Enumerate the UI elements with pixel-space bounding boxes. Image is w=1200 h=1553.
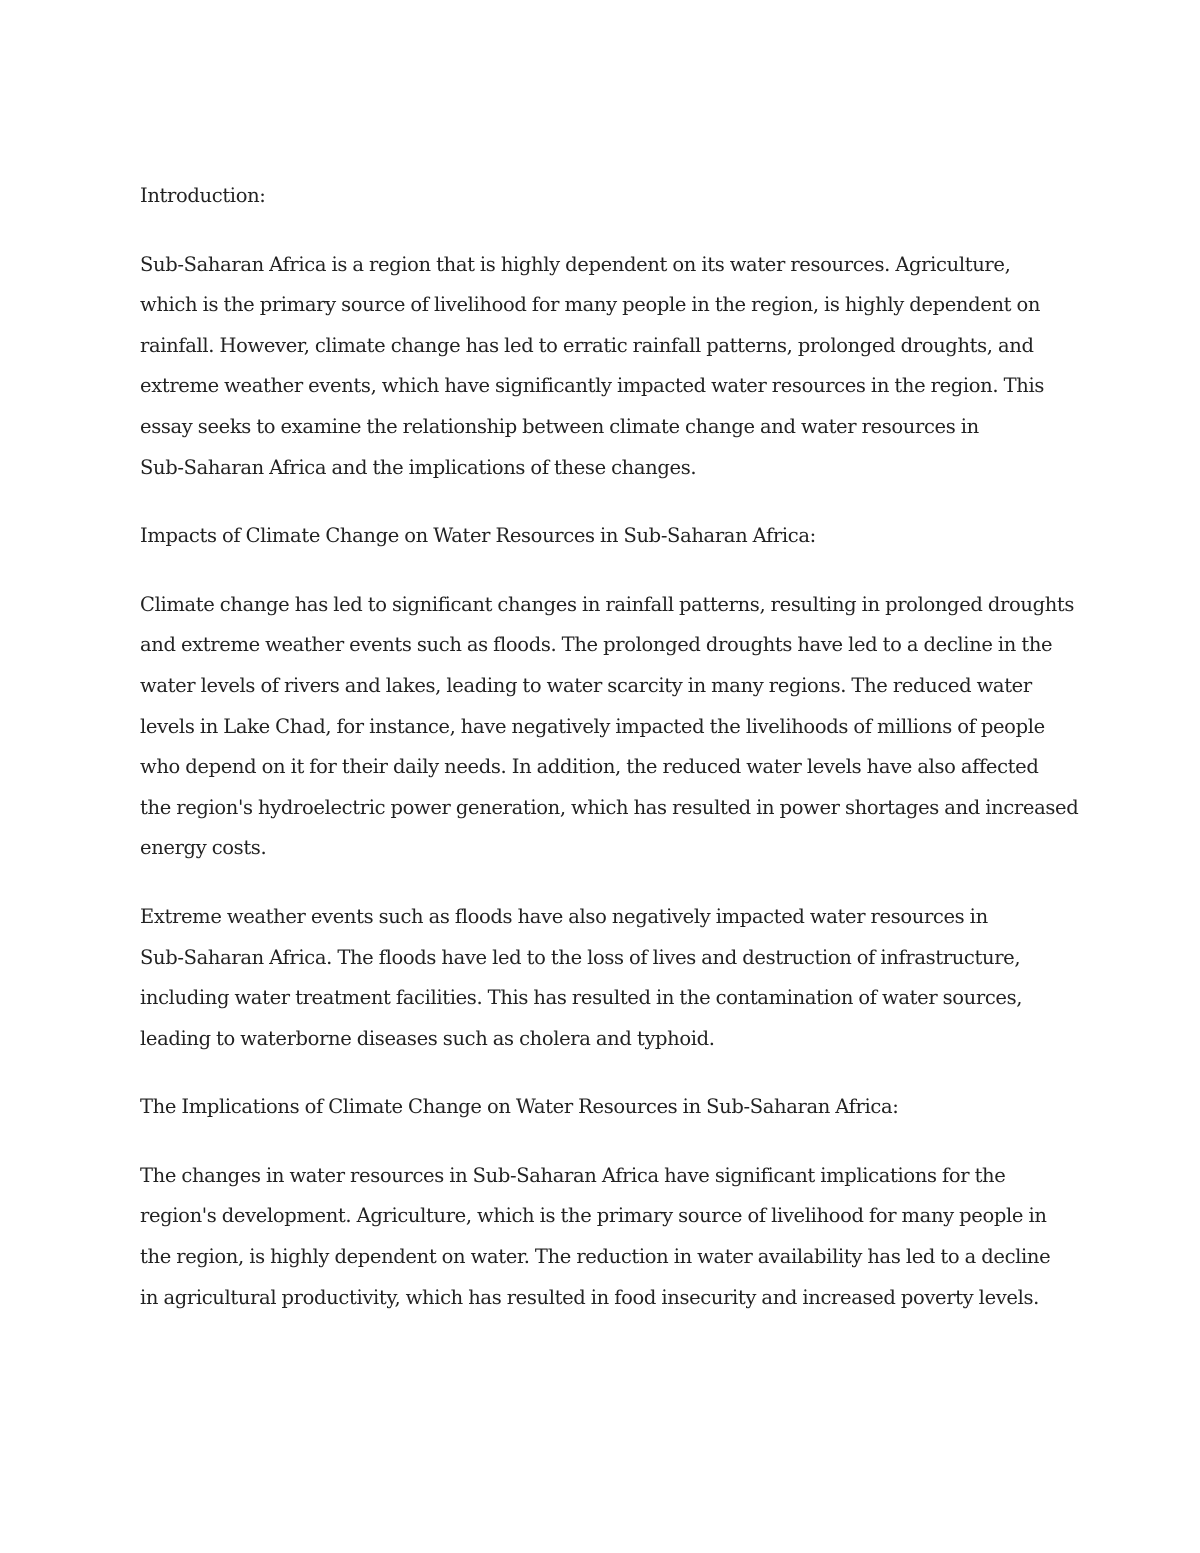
text-line: essay seeks to examine the relationship between climate change and water resources in: [140, 414, 979, 438]
text-line: in agricultural productivity, which has resulted in food insecurity and increased poverty levels.: [140, 1285, 1040, 1309]
text-line: levels in Lake Chad, for instance, have negatively impacted the livelihoods of millions of people: [140, 714, 1045, 738]
text-line: Extreme weather events such as floods have also negatively impacted water resources in: [140, 904, 988, 928]
text-line: rainfall. However, climate change has led to erratic rainfall patterns, prolonged droughts, and: [140, 333, 1034, 357]
paragraph-introduction: [140, 245, 1070, 489]
text-line: The changes in water resources in Sub-Saharan Africa have significant implications for the: [140, 1163, 1006, 1187]
text-line: extreme weather events, which have significantly impacted water resources in the region. This: [140, 374, 1044, 398]
text-line: and extreme weather events such as floods. The prolonged droughts have led to a decline in the: [140, 633, 1053, 657]
heading-text: Introduction:: [140, 184, 266, 207]
text-line: which is the primary source of livelihood for many people in the region, is highly dependent on: [140, 293, 1041, 317]
text-line: energy costs.: [140, 836, 267, 860]
paragraph-impacts-floods: [140, 897, 1070, 1059]
text-line: Sub-Saharan Africa. The floods have led to the loss of lives and destruction of infrastructure,: [140, 945, 1021, 969]
text-line: Sub-Saharan Africa is a region that is highly dependent on its water resources. Agriculture,: [140, 252, 1011, 276]
heading-impacts: [140, 516, 1070, 557]
heading-text: The Implications of Climate Change on Water Resources in Sub-Saharan Africa:: [140, 1095, 899, 1119]
paragraph-implications: [140, 1156, 1070, 1318]
text-line: including water treatment facilities. This has resulted in the contamination of water sources,: [140, 986, 1023, 1010]
heading-introduction: [140, 176, 1070, 217]
text-line: leading to waterborne diseases such as cholera and typhoid.: [140, 1026, 715, 1050]
text-line: water levels of rivers and lakes, leading to water scarcity in many regions. The reduced water: [140, 673, 1032, 697]
heading-text: Impacts of Climate Change on Water Resources in Sub-Saharan Africa:: [140, 524, 816, 548]
document-body: [140, 176, 1079, 1346]
text-line: the region, is highly dependent on water. The reduction in water availability has led to a decline: [140, 1245, 1051, 1269]
heading-implications: [140, 1087, 1070, 1128]
text-line: who depend on it for their daily needs. In addition, the reduced water levels have also affected: [140, 755, 1039, 779]
text-line: the region's hydroelectric power generation, which has resulted in power shortages and increased: [140, 795, 1079, 819]
text-line: region's development. Agriculture, which is the primary source of livelihood for many people in: [140, 1204, 1047, 1228]
paragraph-impacts-droughts: [140, 585, 1079, 869]
text-line: Sub-Saharan Africa and the implications of these changes.: [140, 455, 697, 479]
text-line: Climate change has led to significant changes in rainfall patterns, resulting in prolonged droughts: [140, 592, 1075, 616]
